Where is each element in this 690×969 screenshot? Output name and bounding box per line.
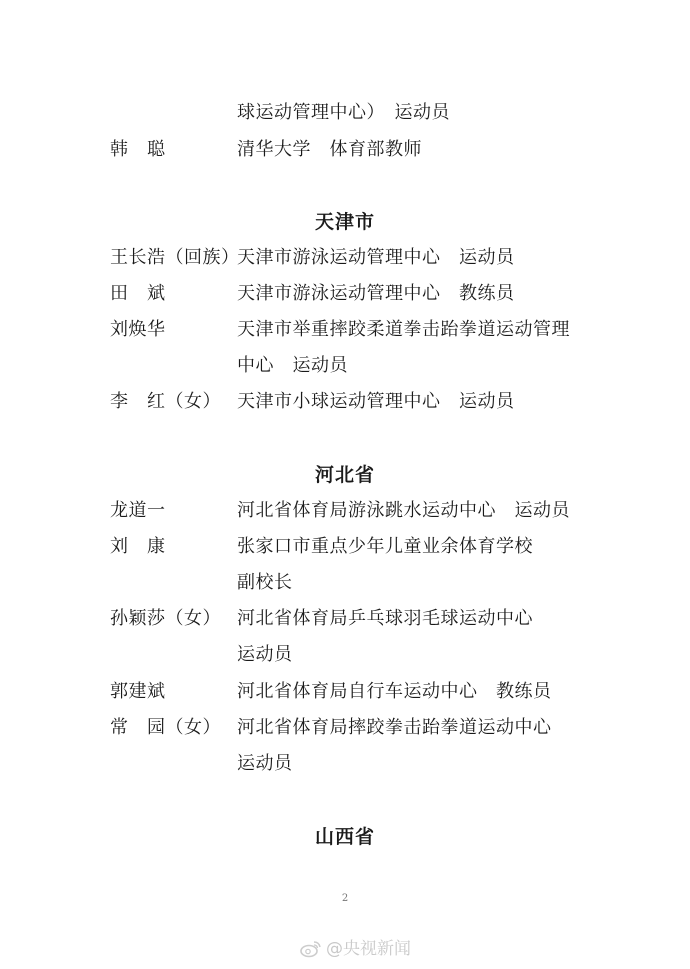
entry-name: 田 斌 [110, 283, 166, 304]
entry-name: 常 园（女） [110, 717, 221, 738]
entry-org-continuation: 副校长 [237, 572, 293, 593]
entry-org: 清华大学 体育部教师 [237, 139, 422, 160]
entry-org-continuation: 中心 运动员 [237, 355, 348, 376]
section-heading-hebei: 河北省 [314, 464, 375, 486]
entry-name: 刘焕华 [110, 319, 166, 340]
watermark [300, 938, 411, 960]
section-heading-tianjin: 天津市 [314, 211, 375, 233]
entry-name: 李 红（女） [110, 391, 221, 412]
entry-org: 张家口市重点少年儿童业余体育学校 [237, 536, 533, 557]
entry-name: 郭建斌 [110, 681, 166, 702]
entry-org-continuation: 球运动管理中心） 运动员 [237, 102, 450, 123]
entry-org: 天津市游泳运动管理中心 教练员 [237, 283, 515, 304]
entry-org: 河北省体育局自行车运动中心 教练员 [237, 681, 552, 702]
entry-org: 河北省体育局游泳跳水运动中心 运动员 [237, 500, 570, 521]
entry-org: 天津市举重摔跤柔道拳击跆拳道运动管理 [237, 319, 570, 340]
section-heading-shanxi: 山西省 [314, 826, 375, 848]
entry-name: 孙颖莎（女） [110, 608, 221, 629]
entry-org: 河北省体育局乒乓球羽毛球运动中心 [237, 608, 533, 629]
entry-name: 龙道一 [110, 500, 166, 521]
watermark-text: @央视新闻 [326, 939, 411, 959]
page-number: 2 [341, 893, 349, 904]
entry-org-continuation: 运动员 [237, 644, 293, 665]
entry-name: 韩 聪 [110, 139, 166, 160]
weibo-icon [300, 940, 322, 958]
entry-org: 天津市小球运动管理中心 运动员 [237, 391, 515, 412]
entry-name: 刘 康 [110, 536, 166, 557]
entry-org-continuation: 运动员 [237, 753, 293, 774]
entry-name: 王长浩（回族） [110, 247, 240, 268]
entry-org: 河北省体育局摔跤拳击跆拳道运动中心 [237, 717, 552, 738]
entry-org: 天津市游泳运动管理中心 运动员 [237, 247, 515, 268]
